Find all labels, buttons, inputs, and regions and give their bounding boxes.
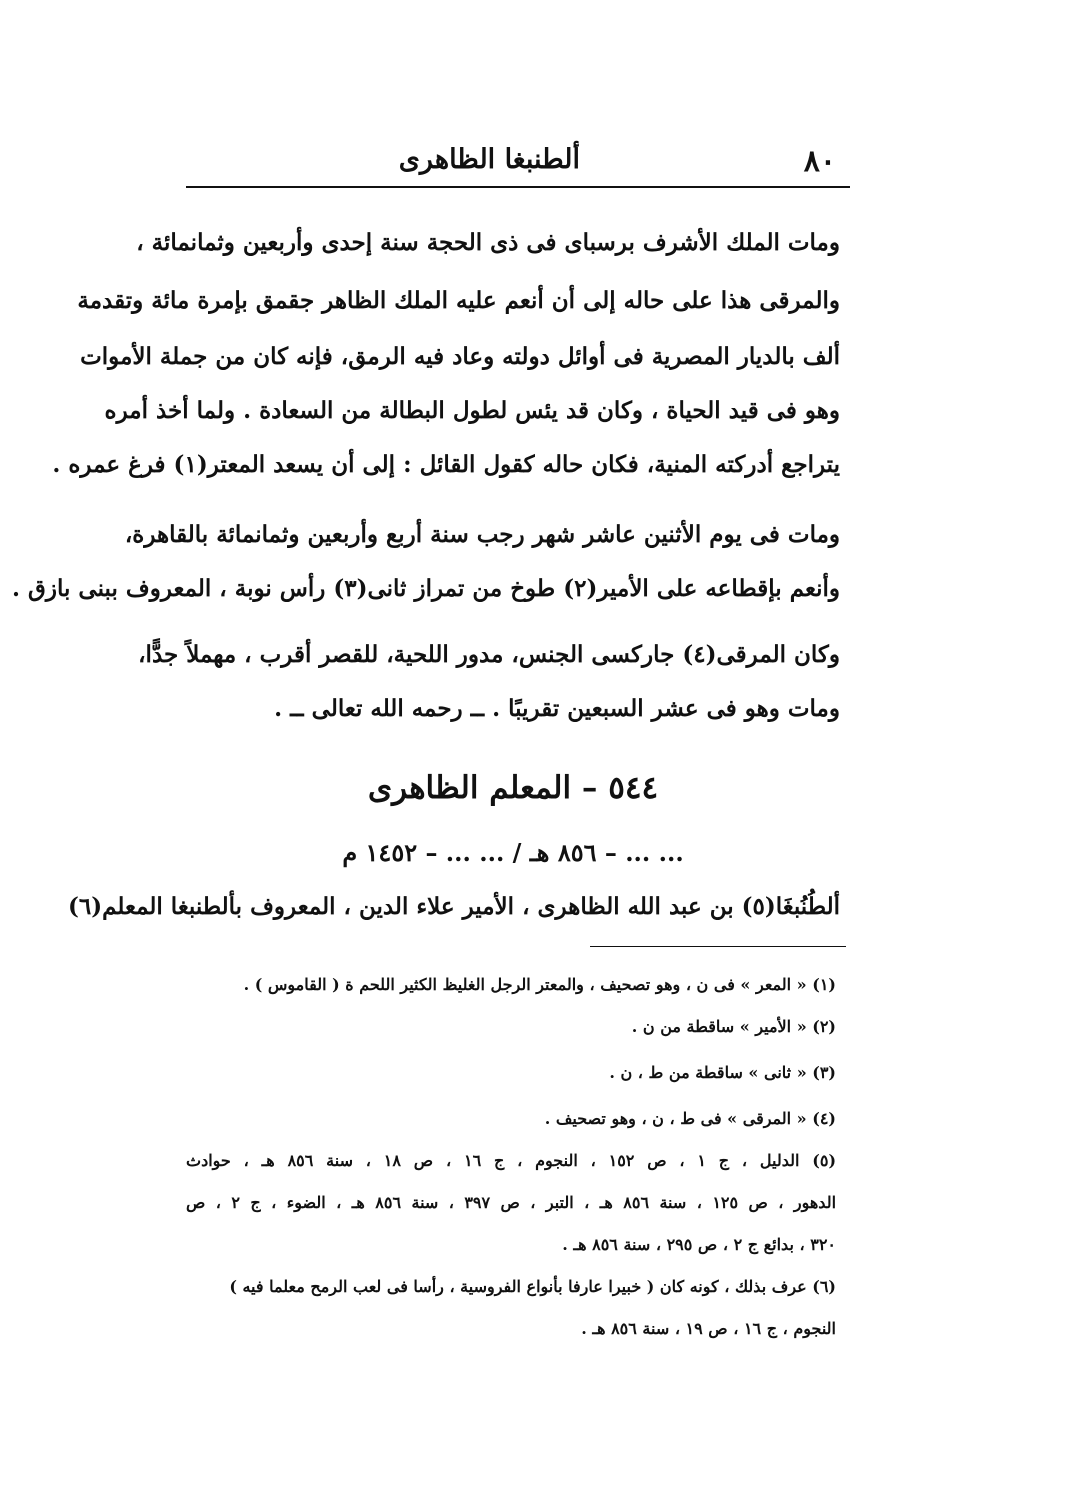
body-line: وكان المرقى(٤) جاركسى الجنس، مدور اللحية، للقصر أقرب ، مهملاً جدًّا، (138, 641, 840, 668)
section-title: ٥٤٤ – المعلم الظاهرى (367, 770, 659, 806)
page-header (186, 140, 850, 186)
body-line: ومات فى يوم الأثنين عاشر شهر رجب سنة أربع وأربعين وثمانمائة بالقاهرة، (124, 521, 840, 548)
body-line: ومات الملك الأشرف برسباى فى ذى الحجة سنة إحدى وأربعين وثمانمائة ، (136, 229, 840, 256)
footnote-6-line: (٦) عرف بذلك ، كونه كان ( خبيرا عارفا بأنواع الفروسية ، رأسا فى لعب الرمح معلما فيه ) (229, 1277, 836, 1296)
footnote-4: (٤) « المرقى » فى ط ، ن ، وهو تصحيف . (544, 1109, 836, 1128)
footnote-1: (١) « المعر » فى ن ، وهو تصحيف ، والمعتر الرجل الغليظ الكثير اللحم ة ( القاموس ) . (243, 975, 836, 994)
header-rule (186, 186, 850, 188)
footnote-2: (٢) « الأمير » ساقطة من ن . (631, 1017, 836, 1036)
body-line: يتراجع أدركته المنية، فكان حاله كقول القائل : إلى أن يسعد المعتر(١) فرغ عمره . (52, 451, 840, 478)
body-line: ألف بالديار المصرية فى أوائل دولته وعاد فيه الرمق، فإنه كان من جملة الأموات (80, 343, 840, 370)
page-number: ٨٠ (803, 144, 836, 179)
footnote-3: (٣) « ثانى » ساقطة من ط ، ن . (609, 1063, 836, 1082)
footnote-6-line: النجوم ، ج ١٦ ، ص ١٩ ، سنة ٨٥٦ هـ . (581, 1319, 836, 1338)
body-line: وهو فى قيد الحياة ، وكان قد يئس لطول البطالة من السعادة . ولما أخذ أمره (104, 397, 840, 424)
section-dates: ... ... – ٨٥٦ هـ / ... ... – ١٤٥٢ م (342, 838, 684, 867)
footnote-5-line: ٣٢٠ ، بدائع ج ٢ ، ص ٢٩٥ ، سنة ٨٥٦ هـ . (562, 1235, 836, 1254)
footnote-5-line: الدهور ، ص ١٢٥ ، سنة ٨٥٦ هـ ، التبر ، ص ٣٩٧ ، سنة ٨٥٦ هـ ، الضوء ، ج ٢ ، ص (186, 1193, 837, 1212)
body-line: والمرقى هذا على حاله إلى أن أنعم عليه الملك الظاهر جقمق بإمرة مائة وتقدمة (77, 287, 840, 314)
section-intro: ألطُنُبغَا(٥) بن عبد الله الظاهرى ، الأمير علاء الدين ، المعروف بألطنبغا المعلم(٦) (67, 893, 840, 920)
running-title: ألطنبغا الظاهرى (398, 144, 580, 175)
footnote-rule (590, 946, 846, 947)
body-line: ومات وهو فى عشر السبعين تقريبًا . ــ رحمه الله تعالى ــ . (274, 695, 840, 722)
footnote-5-line: (٥) الدليل ، ج ١ ، ص ١٥٢ ، النجوم ، ج ١٦ ، ص ١٨ ، سنة ٨٥٦ هـ ، حوادث (186, 1151, 837, 1170)
body-line: وأنعم بإقطاعه على الأمير(٢) طوخ من تمراز ثانى(٣) رأس نوبة ، المعروف ببنى بازق . (12, 575, 840, 602)
